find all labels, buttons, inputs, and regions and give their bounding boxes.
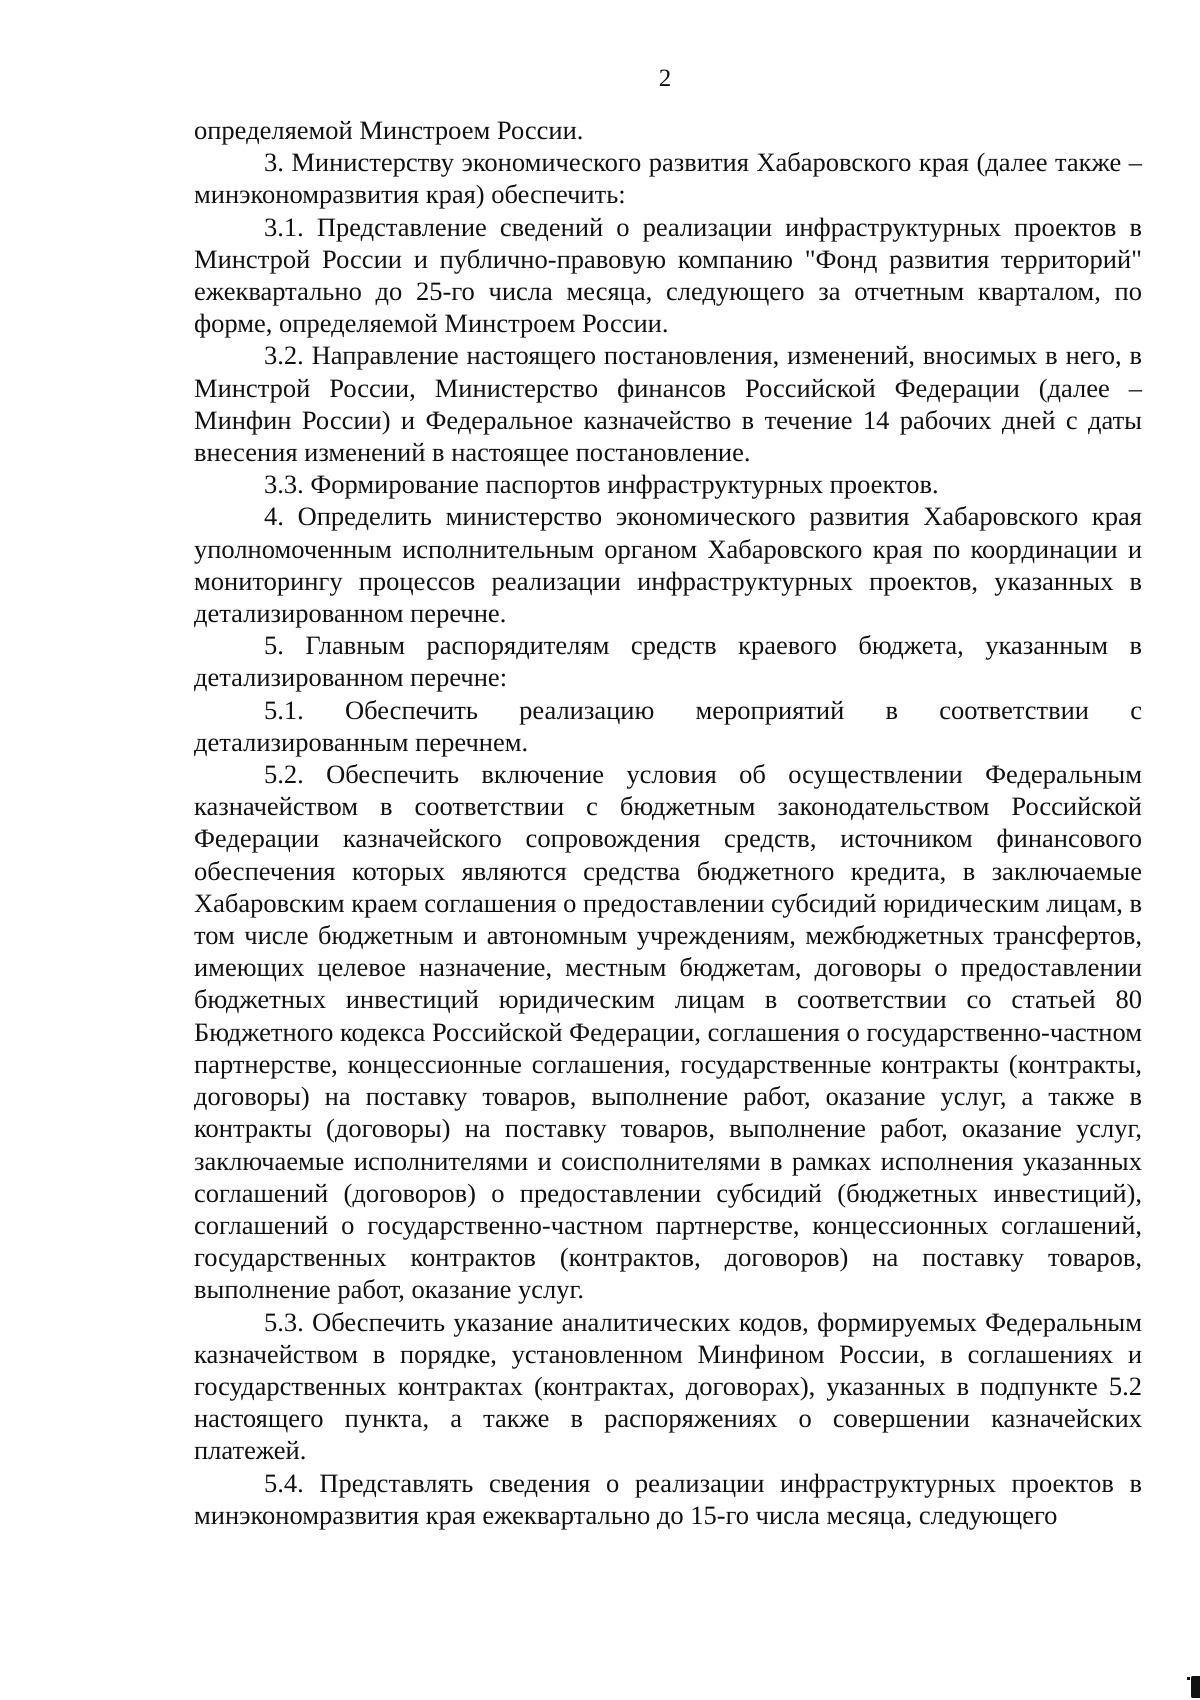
paragraph-item-3-2: 3.2. Направление настоящего постановления, изменений, вносимых в него, в Минстрой России, Министерство финансов Российской Федерации (далее – Минфин России) и Федеральное казначейство в течение 14 рабочих дней с даты внесения изменений в настоящее постановление. <box>194 340 1142 468</box>
paragraph-continuation: определяемой Минстроем России. <box>194 115 584 145</box>
paragraph-item-5-1: 5.1. Обеспечить реализацию мероприятий в соответствии с детализированным перечнем. <box>194 694 1142 757</box>
paragraph-item-5-4: 5.4. Представлять сведения о реализации инфраструктурных проектов в минэкономразвития края ежеквартально до 15-го числа месяца, следующего <box>194 1467 1142 1530</box>
document-body <box>194 114 1142 1531</box>
paragraph-item-3-1: 3.1. Представление сведений о реализации инфраструктурных проектов в Минстрой России и публично-правовую компанию "Фонд развития территорий" ежеквартально до 25-го числа месяца, следующего за отчетным кварталом, по форме, определяемой Минстроем России. <box>194 211 1142 339</box>
scan-artifact-mark <box>1191 1676 1200 1698</box>
scan-artifact-dot <box>1187 1677 1190 1680</box>
paragraph-item-5-3: 5.3. Обеспечить указание аналитических кодов, формируемых Федеральным казначейством в порядке, установленном Минфином России, в соглашениях и государственных контрактах (контрактах, договорах), указанных в подпункте 5.2 настоящего пункта, а также в распоряжениях о совершении казначейских платежей. <box>194 1306 1142 1466</box>
paragraph-item-4: 4. Определить министерство экономического развития Хабаровского края уполномоченным исполнительным органом Хабаровского края по координации и мониторингу процессов реализации инфраструктурных проектов, указанных в детализированном перечне. <box>194 501 1142 629</box>
paragraph-item-5: 5. Главным распорядителям средств краевого бюджета, указанным в детализированном перечне: <box>194 630 1142 693</box>
paragraph-item-3-3: 3.3. Формирование паспортов инфраструктурных проектов. <box>264 469 939 500</box>
paragraph-item-5-2: 5.2. Обеспечить включение условия об осуществлении Федеральным казначейством в соответствии с бюджетным законодательством Российской Федерации казначейского сопровождения средств, источником финансового обеспечения которых являются средства бюджетного кредита, в заключаемые Хабаровским краем соглашения о предоставлении субсидий юридическим лицам, в том числе бюджетным и автономным учреждениям, межбюджетных трансфертов, имеющих целевое назначение, местным бюджетам, договоры о предоставлении бюджетных инвестиций юридическим лицам в соответствии со статьей 80 Бюджетного кодекса Российской Федерации, соглашения о государственно-частном партнерстве, концессионные соглашения, государственные контракты (контракты, договоры) на поставку товаров, выполнение работ, оказание услуг, а также в контракты (договоры) на поставку товаров, выполнение работ, оказание услуг, заключаемые исполнителями и соисполнителями в рамках исполнения указанных соглашений (договоров) о предоставлении субсидий (бюджетных инвестиций), соглашений о государственно-частном партнерстве, концессионных соглашений, государственных контрактов (контрактов, договоров) на поставку товаров, выполнение работ, оказание услуг. <box>194 759 1142 1305</box>
paragraph-item-3: 3. Министерству экономического развития Хабаровского края (далее также – минэкономразвития края) обеспечить: <box>194 147 1142 210</box>
page-number: 2 <box>658 65 672 92</box>
